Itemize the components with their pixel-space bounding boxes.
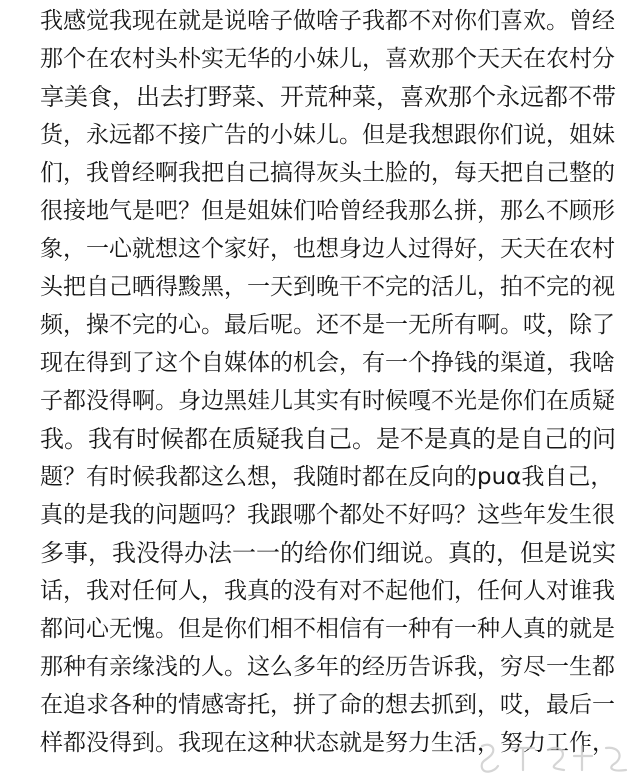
text-line-13: 题？有时候我都这么想，我随时都在反向的puα我自己， xyxy=(40,464,614,490)
text-line-6: 很接地气是吧？但是姐妹们哈曾经我那么拼，那么不顾形 xyxy=(40,198,615,224)
text-line-15: 多事，我没得办法一一的给你们细说。真的，但是说实 xyxy=(40,539,616,567)
text-line-9: 频，操不完的心。最后呢。还不是一无所有啊。哎，除了 xyxy=(40,312,615,338)
text-line-19: 在追求各种的情感寄托，拼了命的想去抓到，哎，最后一 xyxy=(40,692,615,718)
text-line-10: 现在得到了这个自媒体的机会，有一个挣钱的渠道，我啥 xyxy=(40,350,615,376)
text-line-4: 货，永远都不接广告的小妹儿。但是我想跟你们说，姐妹 xyxy=(40,122,615,148)
text-line-16: 话，我对任何人，我真的没有对不起他们，任何人对谁我 xyxy=(40,578,615,604)
text-line-14: 真的是我的问题吗？我跟哪个都处不好吗？这些年发生很 xyxy=(40,502,615,528)
text-line-5: 们，我曾经啊我把自己搞得灰头土脸的，每天把自己整的 xyxy=(40,160,615,186)
text-line-18: 那种有亲缘浅的人。这么多年的经历告诉我，穷尽一生都 xyxy=(40,654,615,680)
text-line-7: 象，一心就想这个家好，也想身边人过得好，天天在农村 xyxy=(40,236,615,262)
text-line-11: 子都没得啊。身边黑娃儿其实有时候嘎不光是你们在质疑 xyxy=(40,388,615,414)
text-line-12: 我。我有时候都在质疑我自己。是不是真的是自己的问 xyxy=(40,425,616,453)
text-line-3: 享美食，出去打野菜、开荒种菜，喜欢那个永远都不带 xyxy=(40,83,616,111)
text-line-8: 头把自己晒得黢黑，一天到晚干不完的活儿，拍不完的视 xyxy=(40,274,615,300)
text-line-20: 样都没得到。我现在这种状态就是努力生活，努力工作， xyxy=(40,730,615,756)
text-line-2: 那个在农村头朴实无华的小妹儿，喜欢那个天天在农村分 xyxy=(40,46,615,72)
text-line-17: 都问心无愧。但是你们相不相信有一种有一种人真的就是 xyxy=(40,616,615,642)
text-line-1: 我感觉我现在就是说啥子做啥子我都不对你们喜欢。曾经 xyxy=(40,8,615,34)
